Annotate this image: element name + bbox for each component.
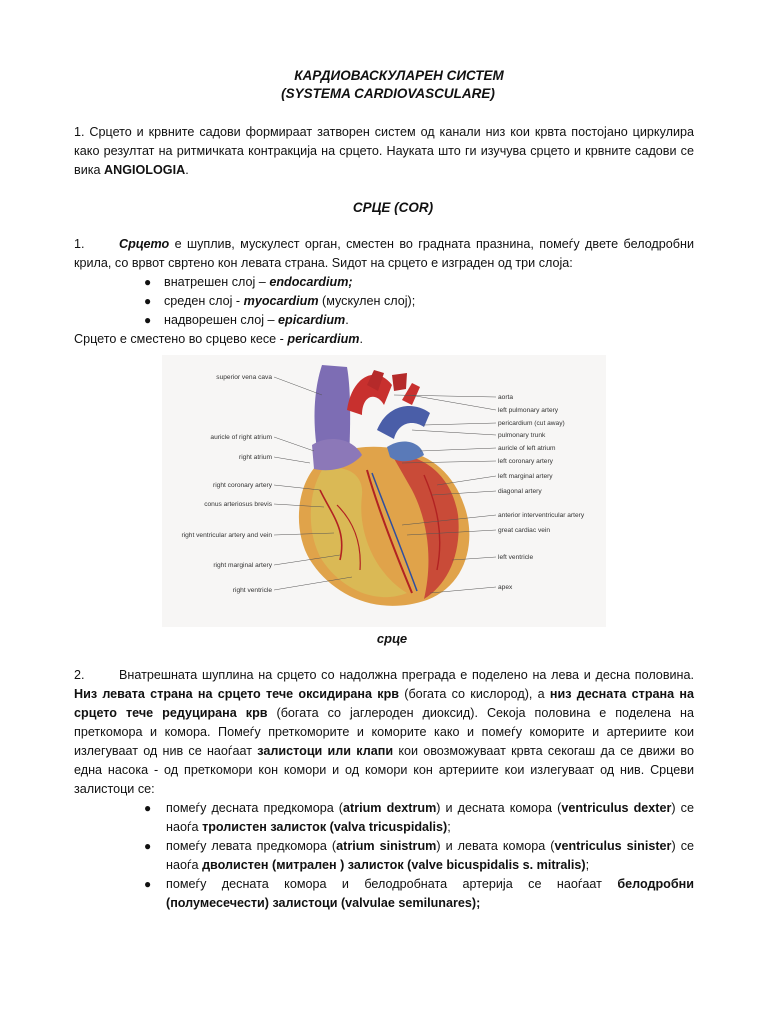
figure-label: left coronary artery (498, 458, 553, 465)
valve-text: ) и десната комора ( (436, 801, 562, 815)
pulmonary-artery-shape (377, 406, 430, 439)
valve-text: помеѓу десната предкомора ( (166, 801, 344, 815)
bullet-icon: ● (144, 877, 152, 891)
document-page (74, 66, 694, 913)
figure-label: right coronary artery (213, 482, 272, 489)
layer-term: myocardium (243, 294, 319, 308)
leader-line (274, 457, 310, 463)
heart-term: Срцето (119, 237, 170, 251)
bullet-icon: ● (144, 275, 152, 289)
figure-label: pulmonary trunk (498, 432, 546, 439)
valve-bold: ventriculus dexter (561, 801, 672, 815)
paragraph-bold: залистоци или клапи (257, 744, 394, 758)
pericardium-line (74, 330, 694, 349)
figure-label: diagonal artery (498, 488, 542, 495)
paragraph-bold: низ десната страна на срцето тече редуцирана крв (74, 687, 694, 720)
layer-suffix: . (345, 313, 349, 327)
list-item (74, 292, 694, 311)
figure-label: left marginal artery (498, 473, 553, 480)
heart-text: е шуплив, мускулест орган, сместен во градната празнина, помеѓу двете белодробни крила, со врвот свртено кон левата страна. Ѕидот на срцето е изграден од три слоја: (74, 237, 694, 270)
valve-bold: atrium sinistrum (336, 839, 437, 853)
valve-bold: atrium dextrum (343, 801, 437, 815)
figure-caption: срце (376, 631, 408, 646)
intro-end: . (185, 163, 189, 177)
valve-text: ; (447, 820, 451, 834)
paragraph-number: 1. (74, 237, 85, 251)
figure-label: right atrium (239, 454, 272, 461)
list-item (74, 273, 694, 292)
list-item (74, 875, 694, 913)
paragraph-number: 2. (74, 668, 85, 682)
figure-label: great cardiac vein (498, 527, 551, 534)
chambers-paragraph (74, 666, 694, 799)
paragraph-text: кои овозможуваат крвта секогаш да се движи во една насока - од преткомори кон комори и од комори кон артериите кои излегуваат од нив. Срцеви залистоци се: (74, 744, 694, 796)
valve-text: ) се наоѓа (166, 839, 694, 872)
paragraph-bold: Низ левата страна на срцето тече оксидирана крв (74, 687, 400, 701)
leader-line (420, 448, 496, 451)
list-item (74, 799, 694, 837)
heart-illustration (162, 355, 606, 627)
figure-label: auricle of right atrium (210, 434, 272, 441)
valve-bold: ventriculus sinister (554, 839, 672, 853)
figure-label: anterior interventricular artery (498, 512, 585, 519)
figure-label: apex (498, 584, 513, 591)
valve-text: ) и левата комора ( (436, 839, 555, 853)
aorta-branch-shape (392, 373, 407, 391)
valve-bold: тролистен залисток (valva tricuspidalis) (202, 820, 448, 834)
intro-text: 1. Срцето и крвните садови формираат затворен систем од канали низ кои крвта постојано циркулира како резултат на ритмичката контракција на срцето. Науката што ги изучува срцето и крвните садови се вика (74, 125, 694, 177)
layer-prefix: надворешен слој – (164, 313, 279, 327)
bullet-icon: ● (144, 801, 152, 815)
intro-paragraph (74, 123, 694, 180)
heart-figure (162, 355, 606, 627)
pericardium-term: pericardium (287, 332, 360, 346)
bullet-icon: ● (144, 313, 152, 327)
valve-text: помеѓу десната комора и белодробната артерија се наоѓаат (166, 877, 618, 891)
leader-line (274, 377, 322, 395)
valve-bold: дволистен (митрален ) залисток (valve bicuspidalis s. mitralis) (202, 858, 586, 872)
paragraph-text: Внатрешната шуплина на срцето со надолжна преграда е поделено на лева и десна половина. (119, 668, 694, 682)
leader-line (410, 395, 496, 410)
section-heading: СРЦЕ (COR) (352, 200, 434, 215)
figure-label: aorta (498, 394, 514, 401)
left-labels (181, 374, 272, 594)
paragraph-text: (богата со јаглероден диоксид). Секоја половина е поделена на преткомора и комора. Помеѓу преткоморите и коморите како и помеѓу коморите и артериите кои излегуваат од нив се наоѓаат (74, 706, 694, 758)
layer-suffix: (мускулен слој); (318, 294, 416, 308)
valve-bold: белодробни (полумесечести) залистоци (valvulae semilunares); (166, 877, 694, 910)
layer-prefix: внатрешен слој – (164, 275, 270, 289)
pericardium-end: . (359, 332, 363, 346)
figure-label: superior vena cava (216, 374, 272, 381)
figure-label: left pulmonary artery (498, 407, 559, 414)
layer-term: endocardium; (269, 275, 353, 289)
figure-label: conus arteriosus brevis (204, 501, 272, 508)
document-title: КАРДИОВАСКУЛАРЕН СИСТЕМ (294, 68, 504, 83)
document-subtitle: (SYSTEMA CARDIOVASCULARE) (281, 86, 495, 101)
layers-list (74, 273, 694, 330)
figure-label: right marginal artery (213, 562, 272, 569)
leader-line (424, 423, 496, 425)
intro-term: ANGIOLOGIA (104, 163, 186, 177)
valve-text: ) се наоѓа (166, 801, 694, 834)
figure-label: left ventricle (498, 554, 534, 561)
paragraph-text: (богата со кислород), а (399, 687, 550, 701)
leader-line (412, 430, 496, 435)
list-item (74, 837, 694, 875)
heart-paragraph (74, 235, 694, 273)
figure-label: right ventricular artery and vein (181, 532, 272, 539)
pericardium-text: Срцето е сместено во срцево кесе - (74, 332, 288, 346)
layer-term: epicardium (278, 313, 346, 327)
bullet-icon: ● (144, 294, 152, 308)
figure-label: right ventricle (232, 587, 272, 594)
valve-text: ; (585, 858, 590, 872)
leader-line (274, 437, 314, 451)
bullet-icon: ● (144, 839, 152, 853)
figure-label: pericardium (cut away) (498, 420, 565, 427)
figure-label: auricle of left atrium (498, 445, 556, 452)
list-item (74, 311, 694, 330)
valves-list (74, 799, 694, 913)
layer-prefix: среден слој - (164, 294, 244, 308)
valve-text: помеѓу левата предкомора ( (166, 839, 337, 853)
right-labels (498, 394, 585, 591)
